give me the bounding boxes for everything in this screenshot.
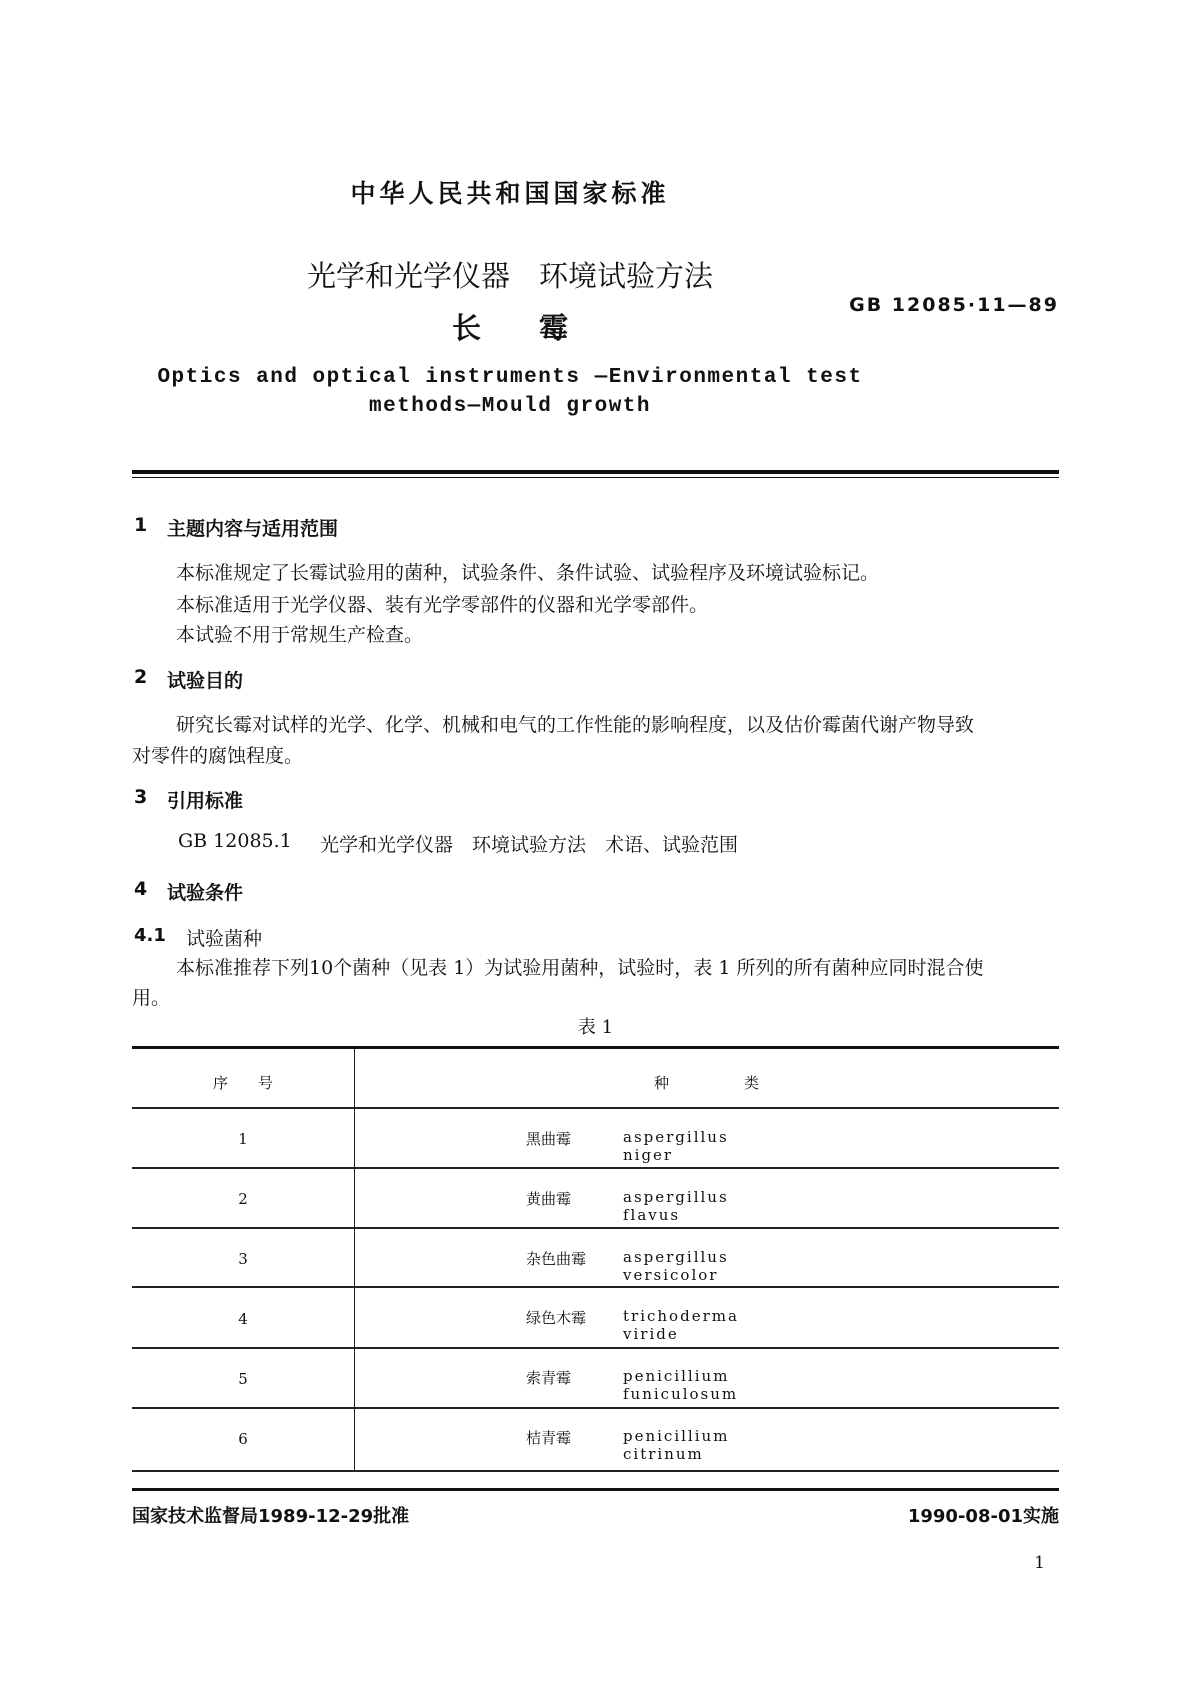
header-rule-thin <box>132 477 1059 478</box>
section-4-1-paragraph-cont: 用。 <box>132 987 171 1009</box>
row-number: 1 <box>238 1130 248 1148</box>
page-number: 1 <box>1034 1553 1045 1573</box>
row-number: 2 <box>238 1190 248 1208</box>
section-4-1-number: 4.1 <box>134 925 166 946</box>
section-4-heading: 试验条件 <box>167 882 244 904</box>
species-cell <box>526 1188 729 1224</box>
title-cn-line2: 长 霉 <box>451 311 568 345</box>
section-1-paragraph: 本标准适用于光学仪器、装有光学零部件的仪器和光学零部件。 <box>176 594 709 616</box>
section-4-number: 4 <box>134 878 148 900</box>
section-2-number: 2 <box>134 666 148 688</box>
title-en-line2: methods—Mould growth <box>368 395 652 418</box>
table-row-divider <box>132 1286 1059 1288</box>
species-cell <box>526 1307 739 1343</box>
species-cn: 索青霉 <box>526 1369 572 1387</box>
row-number: 6 <box>238 1430 248 1448</box>
title-en-line1: Optics and optical instruments —Environmental test <box>157 366 863 389</box>
section-2-paragraph: 研究长霉对试样的光学、化学、机械和电气的工作性能的影响程度，以及估价霉菌代谢产物导致 <box>176 714 975 736</box>
table-row-divider <box>132 1407 1059 1409</box>
national-standard-label: 中华人民共和国国家标准 <box>350 179 670 208</box>
species-cn: 杂色曲霉 <box>526 1250 587 1268</box>
header-rule <box>132 470 1059 474</box>
species-latin: penicillium citrinum <box>623 1427 730 1463</box>
species-latin: aspergillus niger <box>623 1128 729 1164</box>
table-row-divider <box>132 1107 1059 1109</box>
species-cn: 黑曲霉 <box>526 1130 572 1148</box>
section-3-number: 3 <box>134 786 148 808</box>
species-cell <box>526 1367 739 1403</box>
species-cell <box>526 1128 729 1164</box>
species-latin: penicillium funiculosum <box>623 1367 739 1403</box>
table-top-rule <box>132 1046 1059 1049</box>
section-4-1-paragraph: 本标准推荐下列10个菌种（见表 1）为试验用菌种，试验时，表 1 所列的所有菌种应同时混合使 <box>176 957 984 979</box>
species-latin: aspergillus flavus <box>623 1188 729 1224</box>
footer-rule <box>132 1488 1059 1491</box>
title-cn-line1: 光学和光学仪器 环境试验方法 <box>306 259 713 293</box>
species-latin: aspergillus versicolor <box>623 1248 729 1284</box>
table-caption: 表 1 <box>577 1017 614 1038</box>
section-1-heading: 主题内容与适用范围 <box>167 518 339 540</box>
species-cell <box>526 1427 730 1463</box>
reference-code: GB 12085.1 <box>178 830 292 852</box>
table-row-divider <box>132 1227 1059 1229</box>
row-number: 3 <box>238 1250 248 1268</box>
section-1-paragraph: 本试验不用于常规生产检查。 <box>176 624 424 646</box>
species-cn: 绿色木霉 <box>526 1309 587 1327</box>
species-cn: 桔青霉 <box>526 1429 572 1447</box>
section-1-paragraph: 本标准规定了长霉试验用的菌种，试验条件、条件试验、试验程序及环境试验标记。 <box>176 562 880 584</box>
table-header-number: 序 号 <box>212 1074 273 1092</box>
approval-date: 国家技术监督局1989-12-29批准 <box>132 1506 410 1527</box>
section-3-heading: 引用标准 <box>167 790 244 812</box>
reference-title: 光学和光学仪器 环境试验方法 术语、试验范围 <box>320 834 739 856</box>
section-2-paragraph-cont: 对零件的腐蚀程度。 <box>132 745 304 767</box>
row-number: 5 <box>238 1370 248 1388</box>
table-bottom-rule <box>132 1470 1059 1472</box>
table-header-species: 种 类 <box>653 1074 759 1092</box>
species-cell <box>526 1248 729 1284</box>
standard-code: GB 12085·11—89 <box>849 294 1059 316</box>
section-1-number: 1 <box>134 514 148 536</box>
section-4-1-heading: 试验菌种 <box>186 928 263 950</box>
species-cn: 黄曲霉 <box>526 1190 572 1208</box>
table-row-divider <box>132 1347 1059 1349</box>
effective-date: 1990-08-01实施 <box>907 1506 1059 1527</box>
section-2-heading: 试验目的 <box>167 670 244 692</box>
species-latin: trichoderma viride <box>623 1307 739 1343</box>
table-row-divider <box>132 1167 1059 1169</box>
row-number: 4 <box>238 1310 248 1328</box>
